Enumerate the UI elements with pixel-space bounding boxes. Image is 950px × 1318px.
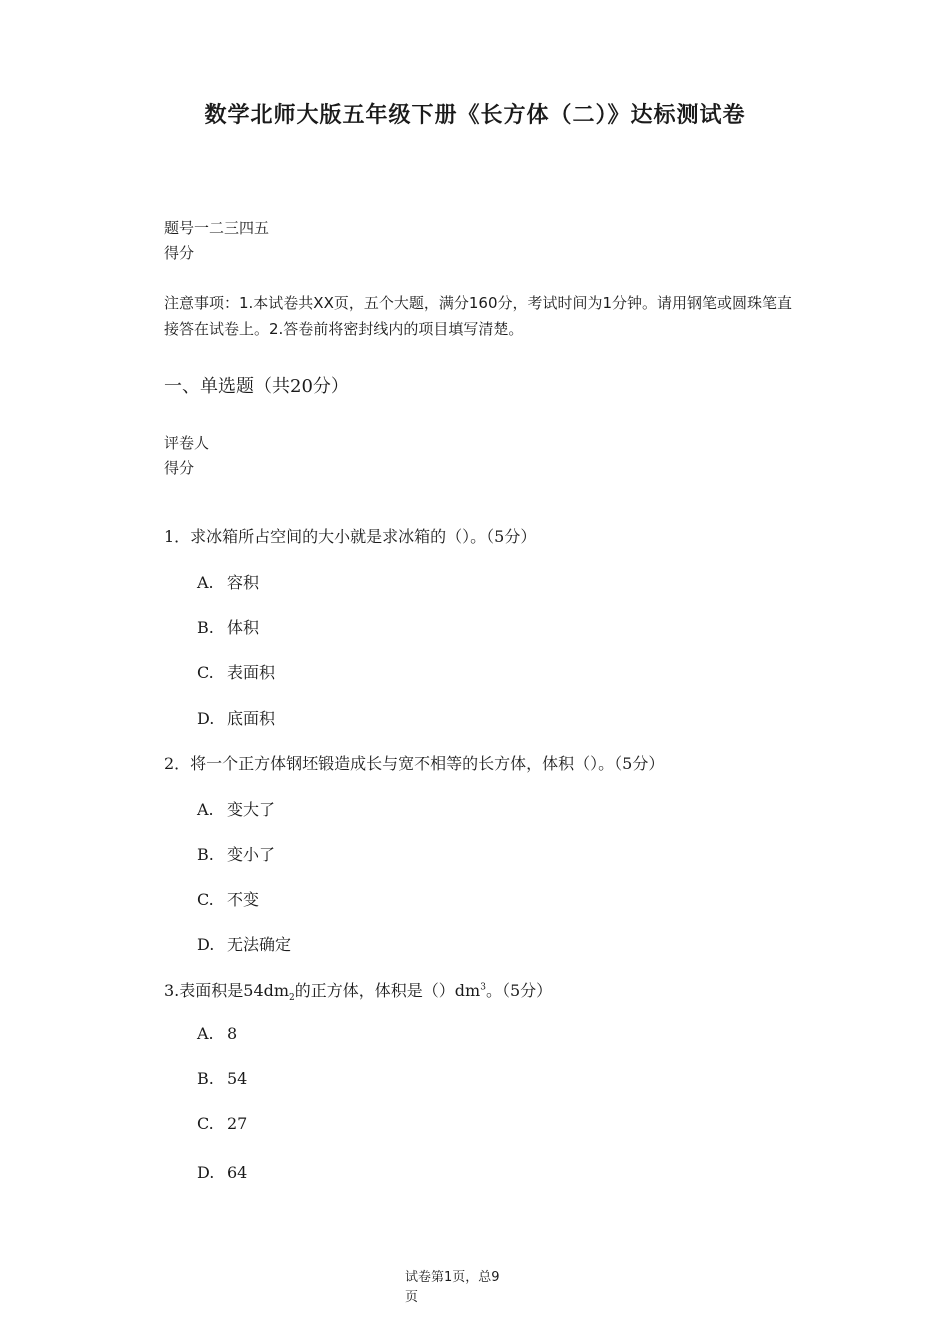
footer-line-2: 页 xyxy=(405,1290,419,1305)
option-text: 变小了 xyxy=(227,845,276,864)
question-1-option-b[interactable] xyxy=(197,615,259,638)
option-letter: D. xyxy=(197,709,215,728)
question-2-option-a[interactable] xyxy=(197,797,275,820)
question-3-subscript: 2 xyxy=(289,993,295,1004)
question-1-option-a[interactable] xyxy=(197,570,259,593)
grader-label: 评卷人 xyxy=(164,434,210,452)
question-3-option-c[interactable] xyxy=(197,1114,247,1133)
question-1-option-c[interactable] xyxy=(197,660,275,683)
question-1: 1．求冰箱所占空间的大小就是求冰箱的（）。（5分） xyxy=(164,527,537,546)
option-text: 表面积 xyxy=(227,663,276,682)
option-text: 不变 xyxy=(227,890,260,909)
option-text: 27 xyxy=(227,1114,248,1133)
option-letter: C. xyxy=(197,1114,214,1133)
score-table-score: 得分 xyxy=(164,244,195,262)
option-text: 8 xyxy=(227,1024,238,1043)
option-text: 底面积 xyxy=(227,709,276,728)
option-letter: B. xyxy=(197,845,214,864)
option-letter: D. xyxy=(197,1163,215,1182)
footer-line-1: 试卷第1页，总9 xyxy=(405,1270,500,1285)
notice-text: 注意事项：1.本试卷共XX页，五个大题，满分160分，考试时间为1分钟。请用钢笔或圆珠笔直接答在试卷上。2.答卷前将密封线内的项目填写清楚。 xyxy=(164,294,793,338)
question-1-option-d[interactable] xyxy=(197,706,275,729)
section-heading: 一、单选题（共20分） xyxy=(164,376,349,397)
page-footer xyxy=(405,1268,545,1308)
question-3 xyxy=(164,978,552,1003)
section-score-label: 得分 xyxy=(164,459,195,477)
question-3-option-a[interactable] xyxy=(197,1024,237,1043)
question-3-text-1: 3.表面积是54dm xyxy=(164,981,290,1000)
option-text: 变大了 xyxy=(227,800,276,819)
option-text: 容积 xyxy=(227,573,260,592)
option-letter: B. xyxy=(197,618,214,637)
score-table-header: 题号一二三四五 xyxy=(164,219,270,237)
question-3-option-b[interactable] xyxy=(197,1069,247,1088)
option-letter: C. xyxy=(197,663,214,682)
option-letter: A. xyxy=(197,1024,214,1043)
option-text: 54 xyxy=(227,1069,248,1088)
question-3-text-2: 的正方体，体积是（）dm xyxy=(294,981,481,1000)
option-text: 体积 xyxy=(227,618,260,637)
option-letter: A. xyxy=(197,800,214,819)
question-3-superscript: 3 xyxy=(480,982,486,993)
question-2-option-c[interactable] xyxy=(197,887,259,910)
option-text: 无法确定 xyxy=(227,935,292,954)
question-2-option-d[interactable] xyxy=(197,932,291,955)
question-2: 2．将一个正方体钢坯锻造成长与宽不相等的长方体，体积（）。（5分） xyxy=(164,754,665,773)
question-3-option-d[interactable] xyxy=(197,1163,247,1182)
option-letter: C. xyxy=(197,890,214,909)
page-title: 数学北师大版五年级下册《长方体（二）》达标测试卷 xyxy=(204,103,746,128)
question-3-text-3: 。（5分） xyxy=(485,981,553,1000)
option-text: 64 xyxy=(227,1163,248,1182)
option-letter: D. xyxy=(197,935,215,954)
question-2-option-b[interactable] xyxy=(197,842,275,865)
option-letter: A. xyxy=(197,573,214,592)
option-letter: B. xyxy=(197,1069,214,1088)
